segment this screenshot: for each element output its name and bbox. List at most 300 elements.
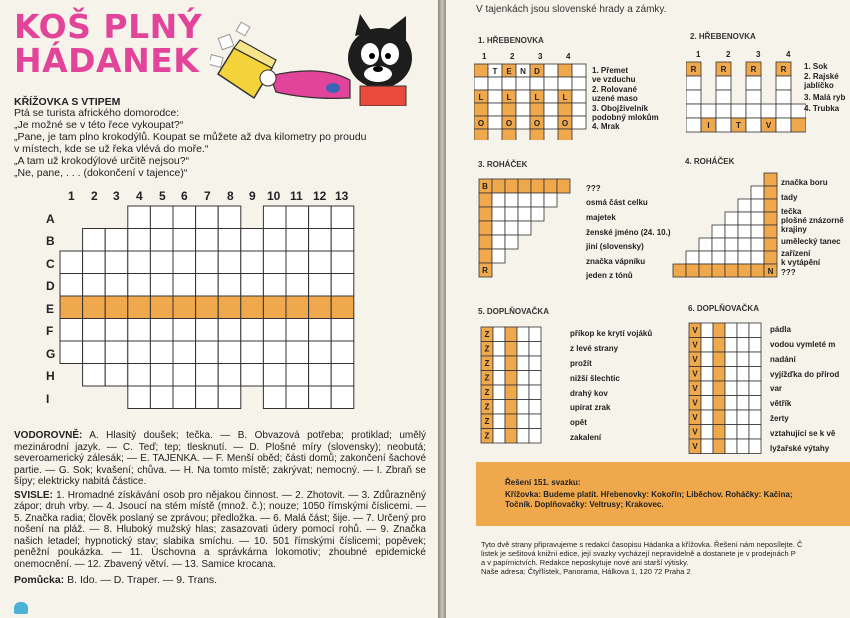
grid-cell xyxy=(128,229,151,252)
grid-cell xyxy=(713,367,725,382)
grid-cell xyxy=(309,206,332,229)
grid-letter: R xyxy=(780,65,787,74)
grid-cell xyxy=(479,193,492,207)
grid-cell xyxy=(173,229,196,252)
grid-cell xyxy=(725,251,738,264)
grid-cell xyxy=(701,396,713,411)
grid-letter: R xyxy=(482,266,488,275)
grid-cell xyxy=(150,229,173,252)
grid-cell xyxy=(241,364,264,387)
grid-cell xyxy=(105,229,128,252)
grid-cell xyxy=(150,364,173,387)
grid-cell xyxy=(737,323,749,338)
grid-letter: Z xyxy=(484,330,490,339)
grid-cell xyxy=(725,264,738,277)
grid-cell xyxy=(493,371,505,386)
grid-cell xyxy=(218,319,241,342)
grid-cell xyxy=(83,274,106,297)
grid-cell xyxy=(738,264,751,277)
grid-cell xyxy=(737,410,749,425)
grid-cell xyxy=(173,274,196,297)
grid-letter: R xyxy=(750,65,757,74)
column-number: 4 xyxy=(566,52,571,61)
grid-cell xyxy=(701,425,713,440)
grid-cell xyxy=(516,116,530,129)
tajenka-cell xyxy=(309,296,332,319)
grid-cell xyxy=(529,371,541,386)
grid-cell xyxy=(196,251,219,274)
grid-cell xyxy=(128,364,151,387)
grid-cell xyxy=(776,104,791,118)
grid-cell xyxy=(502,129,516,140)
grid-cell xyxy=(701,338,713,353)
crossword-grid xyxy=(0,186,440,426)
grid-letter: B xyxy=(482,182,488,191)
grid-cell xyxy=(749,367,761,382)
row-letter: F xyxy=(46,324,54,338)
grid-cell xyxy=(737,396,749,411)
grid-cell xyxy=(241,229,264,252)
grid-cell xyxy=(531,179,544,193)
grid-cell xyxy=(746,90,761,104)
grid-cell xyxy=(544,90,558,103)
grid-cell xyxy=(713,439,725,454)
row-letter: H xyxy=(46,369,55,383)
grid-cell xyxy=(749,323,761,338)
grid-cell xyxy=(529,414,541,429)
grid-cell xyxy=(309,319,332,342)
grid-cell xyxy=(716,76,731,90)
grid-cell xyxy=(493,342,505,357)
column-number: 7 xyxy=(204,189,211,203)
grid-cell xyxy=(725,323,737,338)
grid-cell xyxy=(502,103,516,116)
grid-cell xyxy=(492,193,505,207)
grid-cell xyxy=(241,319,264,342)
column-number: 11 xyxy=(290,189,303,203)
column-number: 4 xyxy=(786,50,791,59)
grid-cell xyxy=(173,251,196,274)
grid-cell xyxy=(530,129,544,140)
grid-cell xyxy=(713,410,725,425)
grid-cell xyxy=(150,206,173,229)
grid-cell xyxy=(751,238,764,251)
grid-cell xyxy=(686,118,701,132)
row-letter: C xyxy=(46,257,55,271)
grid-cell xyxy=(286,386,309,409)
grid-cell xyxy=(701,323,713,338)
grid-letter: T xyxy=(492,67,498,76)
grid-cell xyxy=(529,342,541,357)
grid-cell xyxy=(558,64,572,77)
grid-cell xyxy=(558,129,572,140)
grid-cell xyxy=(725,381,737,396)
grid-cell xyxy=(738,199,751,212)
column-number: 9 xyxy=(249,189,256,203)
grid-cell xyxy=(761,104,776,118)
grid-cell xyxy=(518,207,531,221)
grid-cell xyxy=(746,118,761,132)
row-letter: I xyxy=(46,392,50,406)
column-number: 8 xyxy=(227,189,234,203)
grid-cell xyxy=(105,319,128,342)
grid-letter: V xyxy=(692,384,698,393)
section-title: 1. HŘEBENOVKA xyxy=(478,36,544,45)
grid-cell xyxy=(713,338,725,353)
grid-cell xyxy=(725,396,737,411)
grid-letter: L xyxy=(506,93,512,102)
row-letter: G xyxy=(46,347,56,361)
grid-cell xyxy=(196,229,219,252)
grid-cell xyxy=(572,103,586,116)
tajenka-cell xyxy=(331,296,354,319)
grid-letter: L xyxy=(478,93,484,102)
grid-cell xyxy=(712,251,725,264)
grid-cell xyxy=(544,193,557,207)
grid-cell xyxy=(60,251,83,274)
grid-cell xyxy=(331,274,354,297)
grid-cell xyxy=(725,367,737,382)
grid-cell xyxy=(493,327,505,342)
grid-cell xyxy=(83,229,106,252)
column-number: 1 xyxy=(482,52,487,61)
hint-line: Pomůcka: B. Ido. — D. Traper. — 9. Trans. xyxy=(14,574,218,586)
grid-cell xyxy=(150,386,173,409)
grid-cell xyxy=(749,410,761,425)
tajenka-cell xyxy=(263,296,286,319)
grid-cell xyxy=(749,425,761,440)
grid-cell xyxy=(60,341,83,364)
down-heading: SVISLE: xyxy=(14,489,53,501)
grid-cell xyxy=(530,77,544,90)
grid-cell xyxy=(505,179,518,193)
grid-cell xyxy=(196,364,219,387)
grid-cell xyxy=(502,77,516,90)
grid-cell xyxy=(505,371,517,386)
grid-cell xyxy=(488,116,502,129)
grid-cell xyxy=(529,327,541,342)
grid-cell xyxy=(474,103,488,116)
grid-cell xyxy=(749,352,761,367)
grid-cell xyxy=(738,212,751,225)
grid-cell xyxy=(218,341,241,364)
grid-cell xyxy=(518,193,531,207)
grid-cell xyxy=(749,338,761,353)
section-title: 2. HŘEBENOVKA xyxy=(690,32,756,41)
grid-cell xyxy=(505,193,518,207)
grid-cell xyxy=(286,274,309,297)
grid-cell xyxy=(737,352,749,367)
grid-cell xyxy=(518,221,531,235)
grid-cell xyxy=(558,103,572,116)
grid-cell xyxy=(286,206,309,229)
column-number: 3 xyxy=(756,50,761,59)
grid-cell xyxy=(725,212,738,225)
grid-cell xyxy=(686,90,701,104)
grid-cell xyxy=(286,364,309,387)
grid-cell xyxy=(517,414,529,429)
grid-cell xyxy=(737,439,749,454)
grid-cell xyxy=(286,319,309,342)
grid-cell xyxy=(725,439,737,454)
grid-cell xyxy=(128,386,151,409)
joke-text: Ptá se turista afrického domorodce: „Je možné se v této řece vykoupat?“ „Pane, je tam plno krokodýlů. Koupat se můžete až dva kilometry po proudu v místech, kde se už řeka vlévá do moře.“ „A tam už krokodýlové určitě nejsou?“ „Ne, pane, . . . (dokončení v tajence)“ xyxy=(14,107,367,179)
grid-cell xyxy=(751,212,764,225)
grid-cell xyxy=(505,327,517,342)
grid-cell xyxy=(218,229,241,252)
grid-cell xyxy=(572,64,586,77)
grid-cell xyxy=(518,179,531,193)
grid-cell xyxy=(218,386,241,409)
crossword-heading: KŘÍŽOVKA S VTIPEM xyxy=(14,96,121,108)
grid-cell xyxy=(544,77,558,90)
grid-cell xyxy=(105,251,128,274)
grid-cell xyxy=(105,274,128,297)
grid-cell xyxy=(699,251,712,264)
grid-cell xyxy=(713,396,725,411)
grid-cell xyxy=(517,342,529,357)
grid-cell xyxy=(218,251,241,274)
grid-cell xyxy=(764,186,777,199)
grid-cell xyxy=(738,225,751,238)
grid-letter: I xyxy=(707,121,710,130)
grid-cell xyxy=(263,364,286,387)
grid-cell xyxy=(488,90,502,103)
grid-cell xyxy=(331,364,354,387)
grid-cell xyxy=(699,238,712,251)
grid-cell xyxy=(505,385,517,400)
grid-cell xyxy=(492,179,505,193)
rohacek-3-grid xyxy=(478,178,588,283)
grid-cell xyxy=(751,251,764,264)
grid-cell xyxy=(309,274,332,297)
grid-cell xyxy=(263,229,286,252)
grid-cell xyxy=(331,319,354,342)
grid-cell xyxy=(492,235,505,249)
grid-cell xyxy=(725,238,738,251)
grid-cell xyxy=(529,429,541,444)
row-letter: D xyxy=(46,279,55,293)
grid-cell xyxy=(764,173,777,186)
grid-cell xyxy=(196,319,219,342)
grid-cell xyxy=(263,386,286,409)
grid-cell xyxy=(701,439,713,454)
section-title: 3. ROHÁČEK xyxy=(478,160,528,169)
grid-cell xyxy=(493,429,505,444)
grid-cell xyxy=(725,410,737,425)
column-number: 2 xyxy=(91,189,98,203)
grid-cell xyxy=(474,64,488,77)
grid-cell xyxy=(572,116,586,129)
column-number: 1 xyxy=(696,50,701,59)
grid-letter: O xyxy=(477,119,485,128)
grid-cell xyxy=(286,341,309,364)
grid-letter: V xyxy=(692,413,698,422)
grid-cell xyxy=(699,264,712,277)
grid-cell xyxy=(83,251,106,274)
grid-cell xyxy=(713,425,725,440)
column-number: 2 xyxy=(510,52,515,61)
grid-letter: Z xyxy=(484,417,490,426)
grid-cell xyxy=(712,225,725,238)
grid-cell xyxy=(128,274,151,297)
tajenka-cell xyxy=(60,296,83,319)
page-title: KOŠ PLNÝ HÁDANEK xyxy=(14,7,203,80)
grid-cell xyxy=(493,356,505,371)
grid-letter: Z xyxy=(484,359,490,368)
grid-cell xyxy=(263,251,286,274)
hrebenovka-2-grid xyxy=(686,48,806,138)
grid-cell xyxy=(544,179,557,193)
tajenka-cell xyxy=(241,296,264,319)
grid-cell xyxy=(764,238,777,251)
column-number: 3 xyxy=(113,189,120,203)
grid-cell xyxy=(263,274,286,297)
grid-cell xyxy=(544,116,558,129)
tajenka-cell xyxy=(105,296,128,319)
grid-cell xyxy=(725,425,737,440)
grid-cell xyxy=(544,64,558,77)
grid-letter: R xyxy=(690,65,697,74)
grid-cell xyxy=(505,207,518,221)
grid-letter: V xyxy=(692,326,698,335)
grid-cell xyxy=(128,319,151,342)
grid-cell xyxy=(263,206,286,229)
grid-cell xyxy=(737,367,749,382)
grid-cell xyxy=(218,364,241,387)
grid-cell xyxy=(725,352,737,367)
column-number: 10 xyxy=(267,189,281,203)
tajenka-cell xyxy=(150,296,173,319)
down-clues: 1. Hromadné získávání osob pro nějakou činnost. — 2. Zhotovit. — 3. Zdůrazněný zápor; druh vrby. — 4. Jsoucí na stém místě (množ. č.); nouze; 1050 římskými číslicemi. — 5. Značka radia; člověk poslaný se zprávou; předložka. — 6. Malá část; šije. — 7. Určený pro nošení na pláž. — 8. Hluboký mužský hlas; zasazovati údery pomocí rohů. — 9. Značka našich letadel; hypnotický stav; slabika smíchu. — 10. 501 římskými číslicemi; popěvek; peněžní poukázka. — 11. Úschovna a správkárna lokomotiv; zhoubné epidemické onemocnění. — 12. Zbavený větví. — 13. Samice krocana. xyxy=(14,489,426,570)
grid-cell xyxy=(516,90,530,103)
row-letter: E xyxy=(46,302,55,316)
solution-title: Řešení 151. svazku: xyxy=(505,478,581,487)
grid-letter: V xyxy=(692,427,698,437)
grid-cell xyxy=(150,341,173,364)
grid-letter: D xyxy=(534,67,540,76)
grid-letter: Z xyxy=(484,388,490,397)
grid-letter: Z xyxy=(484,431,490,441)
grid-cell xyxy=(83,364,106,387)
grid-cell xyxy=(173,341,196,364)
grid-cell xyxy=(746,104,761,118)
grid-cell xyxy=(686,251,699,264)
grid-cell xyxy=(517,429,529,444)
solution-line: Točník. Doplňovačky: Veltrusy; Krakovec. xyxy=(505,500,664,509)
grid-cell xyxy=(309,386,332,409)
grid-cell xyxy=(751,199,764,212)
grid-cell xyxy=(725,338,737,353)
grid-cell xyxy=(83,319,106,342)
grid-cell xyxy=(517,400,529,415)
column-number: 1 xyxy=(68,189,75,203)
column-number: 6 xyxy=(181,189,188,203)
grid-cell xyxy=(479,235,492,249)
doplnovacka-5-grid xyxy=(480,326,550,446)
doplnovacka-6-grid xyxy=(688,322,768,454)
grid-cell xyxy=(712,264,725,277)
grid-cell xyxy=(218,274,241,297)
tajenka-cell xyxy=(83,296,106,319)
grid-cell xyxy=(701,352,713,367)
grid-cell xyxy=(241,341,264,364)
grid-cell xyxy=(492,249,505,263)
section-title: 4. ROHÁČEK xyxy=(685,157,735,166)
grid-letter: L xyxy=(534,93,540,102)
column-number: 4 xyxy=(136,189,143,203)
grid-cell xyxy=(776,76,791,90)
grid-cell xyxy=(128,251,151,274)
grid-cell xyxy=(150,274,173,297)
grid-cell xyxy=(529,400,541,415)
grid-letter: N xyxy=(520,67,526,76)
grid-letter: V xyxy=(692,398,698,408)
grid-cell xyxy=(516,77,530,90)
grid-letter: V xyxy=(692,355,698,364)
footer-note: Tyto dvě strany připravujeme s redakcí časopisu Hádanka a křížovka. Řešení nám neposílejte. Č listek je sešitová knižní edice, její svazky vycházejí nepravidelně a dostanete je v prodejnách P a v papírnictvích. Redakce neposkytuje nové ani starší výtisky. Naše adresa: Čtyřlístek, Panorama, Hálkova 1, 120 72 Praha 2 xyxy=(481,540,803,576)
tajenka-cell xyxy=(196,296,219,319)
section-title: 6. DOPLŇOVAČKA xyxy=(688,304,759,313)
grid-cell xyxy=(701,104,716,118)
page-marker-icon xyxy=(14,602,28,614)
grid-cell xyxy=(716,90,731,104)
grid-cell xyxy=(749,396,761,411)
grid-cell xyxy=(746,76,761,90)
grid-cell xyxy=(60,319,83,342)
column-number: 5 xyxy=(159,189,166,203)
page-header: V tajenkách jsou slovenské hrady a zámky. xyxy=(476,4,667,15)
across-heading: VODOROVNĚ: xyxy=(14,430,83,441)
grid-cell xyxy=(517,327,529,342)
grid-cell xyxy=(493,385,505,400)
grid-cell xyxy=(701,410,713,425)
grid-letter: E xyxy=(506,67,512,76)
grid-letter: Z xyxy=(484,373,490,383)
grid-cell xyxy=(241,274,264,297)
grid-letter: N xyxy=(767,267,774,276)
grid-cell xyxy=(529,385,541,400)
tajenka-cell xyxy=(218,296,241,319)
grid-cell xyxy=(686,264,699,277)
grid-cell xyxy=(517,385,529,400)
grid-cell xyxy=(331,206,354,229)
grid-cell xyxy=(128,341,151,364)
grid-letter: V xyxy=(692,340,698,350)
grid-letter: L xyxy=(562,93,568,102)
grid-cell xyxy=(529,356,541,371)
grid-cell xyxy=(517,371,529,386)
grid-cell xyxy=(331,341,354,364)
grid-cell xyxy=(712,238,725,251)
grid-cell xyxy=(713,352,725,367)
grid-cell xyxy=(105,341,128,364)
grid-cell xyxy=(776,90,791,104)
grid-cell xyxy=(701,367,713,382)
across-clues: A. Hlasitý doušek; tečka. — B. Obvazová potřeba; protiklad; umělý mezinárodní jazyk. — C. Teď; tep; tlesknutí. — D. Plošné míry (slovensky); neobutá; severoamerický zálesák; — E. TAJENKA. — F. Menší oběd; části domů; zakončení šachové partie. — G. Sok; kvašení; chůva. — H. Na tomto místě; zakrývat; nemocný. — I. Zbraň se šípy; elektricky nabitá částice. xyxy=(14,430,426,487)
grid-cell xyxy=(530,103,544,116)
grid-cell xyxy=(493,400,505,415)
grid-cell xyxy=(492,221,505,235)
clues-block xyxy=(14,430,426,572)
grid-cell xyxy=(492,207,505,221)
grid-letter: T xyxy=(736,121,741,130)
grid-cell xyxy=(764,199,777,212)
rohacek-4-grid xyxy=(672,172,782,280)
grid-cell xyxy=(725,225,738,238)
tajenka-cell xyxy=(128,296,151,319)
grid-cell xyxy=(558,77,572,90)
